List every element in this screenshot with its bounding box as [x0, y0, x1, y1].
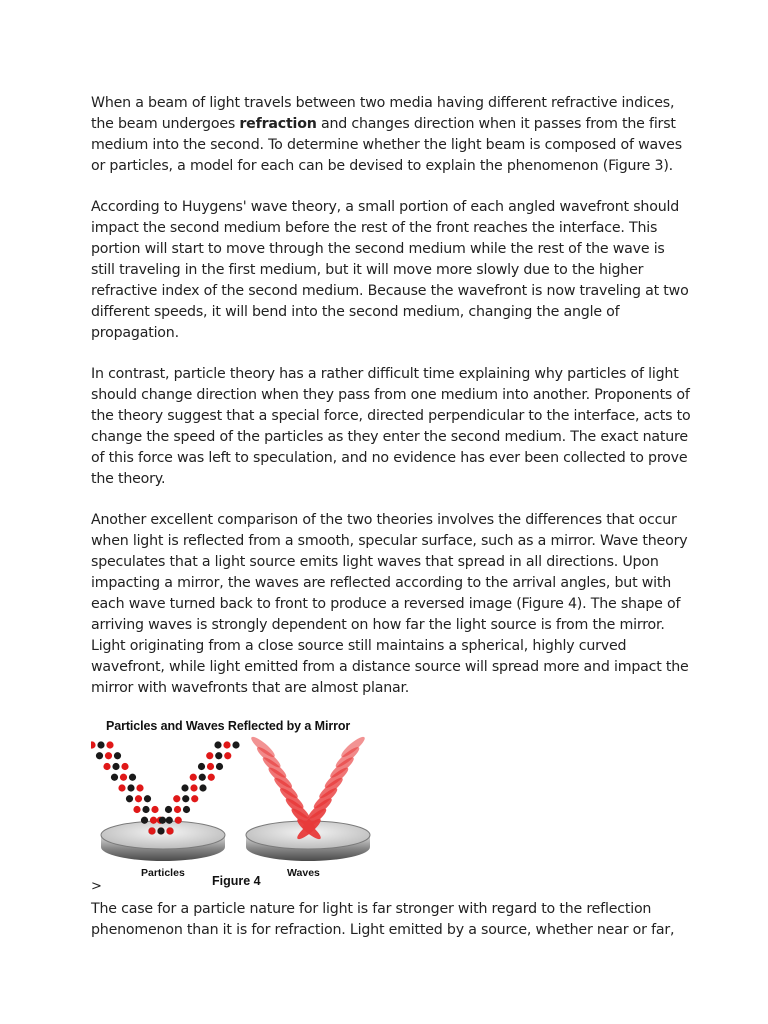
bold-term-refraction: refraction — [239, 116, 317, 132]
particle-dot — [151, 806, 158, 813]
paragraph-particle-reflection: The case for a particle nature for light is far stronger with regard to the reflection phenomenon than it is for refraction. Light emitted by a source, whether near or far, — [91, 901, 675, 938]
label-waves: Waves — [287, 867, 320, 879]
particle-dot — [126, 795, 133, 802]
particle-dot — [129, 774, 136, 781]
paragraph-huygens: According to Huygens' wave theory, a small portion of each angled wavefront should impact the second medium before the rest of the front reaches the interface. This portion will start to move through the second medium while the rest of the wave is still traveling in the first medium, but it will move more slowly due to the higher refractive index of the second medium. Because the wavefront is now traveling at two different speeds, it will bend into the second medium, changing the angle of propagation. — [91, 199, 689, 341]
particle-dot — [118, 784, 125, 791]
particle-dot — [190, 784, 197, 791]
particle-dot — [133, 806, 140, 813]
particle-dot — [224, 752, 231, 759]
particle-dot — [148, 827, 155, 834]
particle-dot — [215, 752, 222, 759]
particle-dot — [174, 806, 181, 813]
particle-dot — [144, 795, 151, 802]
particle-dot — [159, 817, 166, 824]
paragraph-text: When a beam of light travels between two media having different refractive indices, the beam undergoes — [91, 95, 675, 132]
particle-dot — [199, 784, 206, 791]
particle-dot — [114, 752, 121, 759]
particle-dot — [166, 827, 173, 834]
particle-dot — [120, 774, 127, 781]
particle-dot — [214, 741, 221, 748]
particle-beams — [91, 741, 240, 834]
particle-dot — [112, 763, 119, 770]
particle-dot — [183, 806, 190, 813]
particle-dot — [181, 784, 188, 791]
paragraph-refraction — [91, 93, 691, 177]
particle-dot — [121, 763, 128, 770]
trailing-mark: > — [91, 879, 102, 894]
particle-dot — [198, 763, 205, 770]
particle-dot — [96, 752, 103, 759]
particle-dot — [191, 795, 198, 802]
particle-dot — [223, 741, 230, 748]
figure-caption: Figure 4 — [212, 874, 261, 888]
particle-dot — [150, 817, 157, 824]
particle-dot — [207, 763, 214, 770]
particle-dot — [190, 774, 197, 781]
particle-dot — [173, 795, 180, 802]
paragraph-particle-theory: In contrast, particle theory has a rather difficult time explaining why particles of light should change direction when they pass from one medium into another. Proponents of the theory suggest that a special force, directed perpendicular to the interface, acts to change the speed of the particles as they enter the second medium. The exact nature of this force was left to speculation, and no evidence has ever been collected to prove the theory. — [91, 366, 691, 487]
particle-dot — [142, 806, 149, 813]
particle-dot — [208, 774, 215, 781]
particle-dot — [216, 763, 223, 770]
particle-dot — [206, 752, 213, 759]
particle-dot — [127, 784, 134, 791]
particle-dot — [175, 817, 182, 824]
document-page — [91, 93, 691, 961]
particle-dot — [182, 795, 189, 802]
particle-dot — [106, 741, 113, 748]
figure-illustration — [91, 733, 381, 873]
figure-4 — [91, 719, 691, 899]
particle-dot — [97, 741, 104, 748]
particle-dot — [91, 741, 96, 748]
particle-dot — [103, 763, 110, 770]
particle-dot — [157, 827, 164, 834]
particle-dot — [105, 752, 112, 759]
paragraph-text: and changes direction when it passes from the first medium into the second. To determine whether the light beam is composed of waves or particles, a model for each can be devised to explain the phenomenon (Figure 3). — [91, 116, 682, 174]
particle-dot — [166, 817, 173, 824]
particle-dot — [232, 741, 239, 748]
figure-title: Particles and Waves Reflected by a Mirror — [106, 719, 351, 733]
label-particles: Particles — [141, 867, 185, 879]
paragraph-reflection-comparison: Another excellent comparison of the two theories involves the differences that occur when light is reflected from a smooth, specular surface, such as a mirror. Wave theory speculates that a light source emits light waves that spread in all directions. Upon impacting a mirror, the waves are reflected according to the arrival angles, but with each wave turned back to front to produce a reversed image (Figure 4). The shape of arriving waves is strongly dependent on how far the light source is from the mirror. Light originating from a close source still maintains a spherical, highly curved wavefront, while light emitted from a distance source will spread more and impact the mirror with wavefronts that are almost planar. — [91, 512, 689, 696]
particle-dot — [111, 774, 118, 781]
particle-dot — [165, 806, 172, 813]
particle-dot — [136, 784, 143, 791]
mirror-left — [101, 821, 225, 861]
particle-dot — [135, 795, 142, 802]
particle-dot — [199, 774, 206, 781]
particle-dot — [141, 817, 148, 824]
